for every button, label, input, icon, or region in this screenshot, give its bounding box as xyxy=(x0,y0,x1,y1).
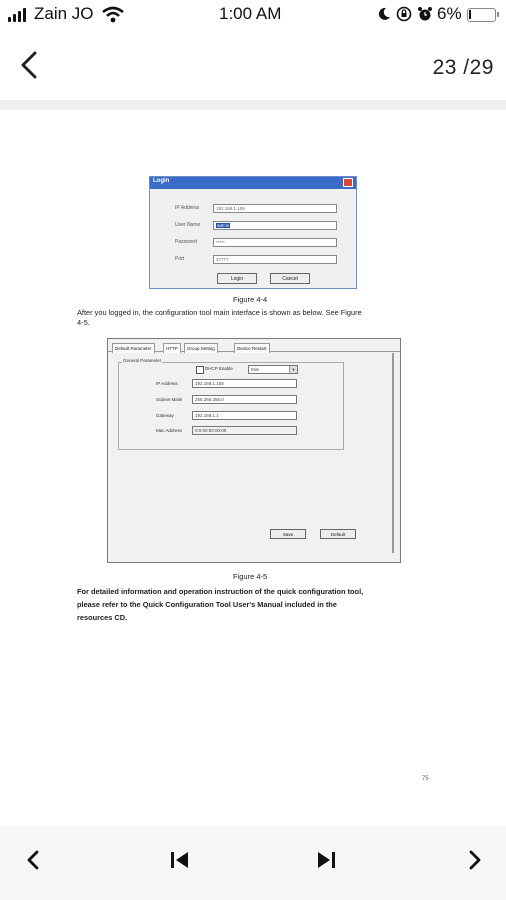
login-button: Login xyxy=(217,273,257,284)
header-divider xyxy=(0,100,506,110)
moon-icon xyxy=(377,7,391,21)
chevron-down-icon: ▼ xyxy=(289,366,297,373)
gateway-field: 192.168.1.1 xyxy=(192,411,297,420)
port-label: Port xyxy=(175,256,185,262)
chevron-right-icon xyxy=(454,840,494,880)
ip-field: 192.168.1.108 xyxy=(213,204,337,213)
config-tool-figure xyxy=(107,338,401,563)
tab-http: HTTP xyxy=(163,343,181,353)
last-page-button[interactable] xyxy=(306,840,346,880)
tab-device-restart: Device Restart xyxy=(234,343,270,353)
dhcp-select-value: Mini xyxy=(251,367,260,372)
paragraph-line: After you logged in, the configuration tool main interface is shown as below. See Figure xyxy=(77,308,362,317)
wifi-icon xyxy=(102,6,124,23)
login-title: Login xyxy=(153,178,170,184)
general-parameter-group xyxy=(118,362,344,450)
page-number: 75 xyxy=(422,776,429,782)
total-pages: /29 xyxy=(463,56,494,79)
subnet-label: Subnet Mask xyxy=(156,397,183,402)
figure-caption: Figure 4-5 xyxy=(233,572,268,581)
skip-back-icon xyxy=(160,840,200,880)
page-indicator xyxy=(433,56,494,80)
username-label: User Name xyxy=(175,222,201,228)
back-chevron-icon[interactable] xyxy=(18,50,40,80)
dhcp-label: DHCP Enable xyxy=(205,366,233,371)
battery-percent: 6% xyxy=(437,4,462,23)
login-titlebar xyxy=(150,177,356,189)
bottom-toolbar xyxy=(0,826,506,900)
username-field xyxy=(213,221,337,230)
chevron-left-icon xyxy=(14,840,54,880)
prev-page-button[interactable] xyxy=(14,840,54,880)
paragraph-line: 4-5. xyxy=(77,318,90,327)
ip-label: IP Address xyxy=(175,205,200,211)
ip-label: IP Address xyxy=(156,381,178,386)
reader-header xyxy=(0,30,506,104)
first-page-button[interactable] xyxy=(160,840,200,880)
password-field: ***** xyxy=(213,238,337,247)
signal-icon xyxy=(8,8,32,22)
subnet-field: 255.255.255.0 xyxy=(192,395,297,404)
paragraph-line: For detailed information and operation instruction of the quick configuration tool, xyxy=(77,587,364,596)
clock: 1:00 AM xyxy=(219,4,282,23)
dhcp-checkbox xyxy=(196,366,204,374)
paragraph-line: please refer to the Quick Configuration Tool User's Manual included in the xyxy=(77,600,337,609)
ip-field: 192.168.1.108 xyxy=(192,379,297,388)
default-button: Default xyxy=(320,529,356,539)
paragraph-line: resources CD. xyxy=(77,613,128,622)
dhcp-select xyxy=(248,365,298,374)
current-page: 23 xyxy=(432,56,457,79)
tab-default-parameter: Default Parameter xyxy=(112,343,155,353)
login-dialog-figure xyxy=(149,176,357,289)
figure-caption: Figure 4-4 xyxy=(233,295,268,304)
group-label: General Parameter xyxy=(123,358,162,363)
password-label: Password xyxy=(175,239,197,245)
battery-icon xyxy=(467,8,496,22)
tab-group-setting: Group Setting xyxy=(184,343,218,353)
port-field: 37777 xyxy=(213,255,337,264)
save-button: Save xyxy=(270,529,306,539)
mac-field: 0:0:00:00:00:00 xyxy=(192,426,297,435)
status-bar xyxy=(0,0,506,30)
close-icon xyxy=(343,178,353,187)
rotation-lock-icon xyxy=(396,6,412,22)
cancel-button: Cancel xyxy=(270,273,310,284)
carrier-name: Zain JO xyxy=(34,4,94,23)
username-value: admin xyxy=(217,223,230,228)
mac-label: Mac Address xyxy=(156,428,183,433)
alarm-icon xyxy=(417,6,433,22)
next-page-button[interactable] xyxy=(454,840,494,880)
skip-forward-icon xyxy=(306,840,346,880)
gateway-label: Gateway xyxy=(156,413,174,418)
scroll-border xyxy=(392,353,394,553)
